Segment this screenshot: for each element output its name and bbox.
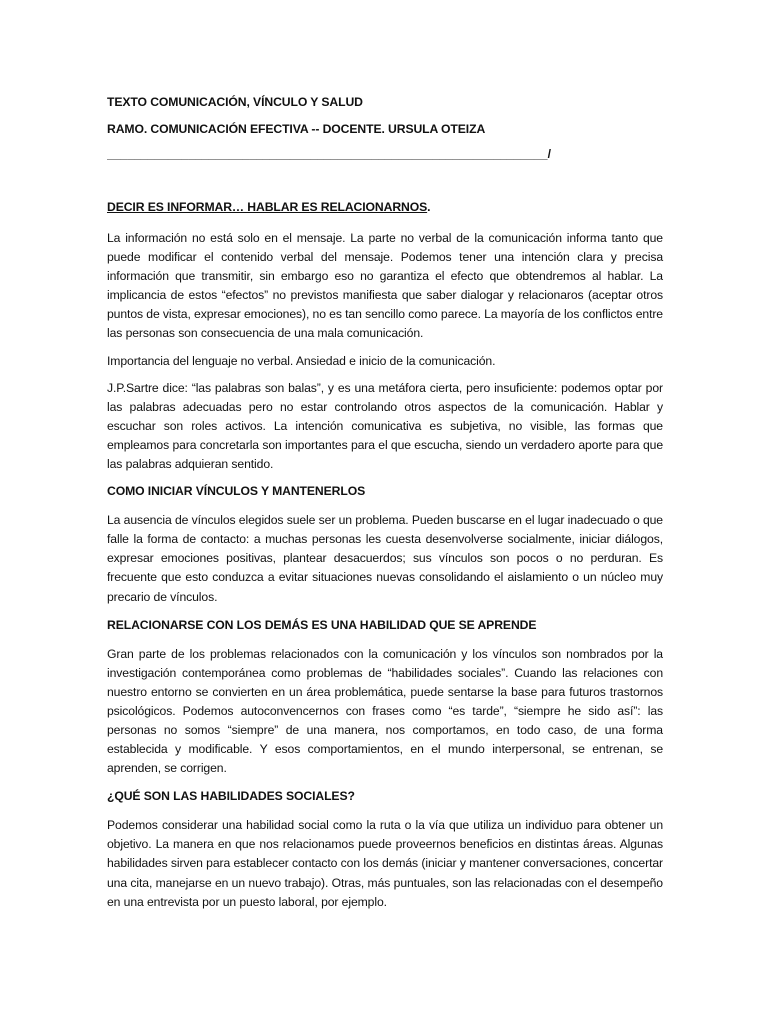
separator-rule: _________________________________________________________________/ <box>107 147 551 161</box>
paragraph-informacion: La información no está solo en el mensaje. La parte no verbal de la comunicación informa tanto que puede modificar el contenido verbal del mensaje. Podemos tener una intención clara y precisa información que transmitir, sin embargo eso no garantiza el efecto que obtendremos al hablar. La implicancia de estos “efectos” no previstos manifiesta que saber dialogar y relacionaros (aceptar otros puntos de vista, expresar emociones), no es tan sencillo como parece. La mayoría de los conflictos entre las personas son consecuencia de una mala comunicación. <box>107 231 663 341</box>
document-title: TEXTO COMUNICACIÓN, VÍNCULO Y SALUD <box>107 95 363 109</box>
paragraph-ausencia: La ausencia de vínculos elegidos suele ser un problema. Pueden buscarse en el lugar inadecuado o que falle la forma de contacto: a muchas personas les cuesta desenvolverse socialmente, iniciar diálogos, expresar emociones positivas, plantear desacuerdos; sus vínculos son pocos o no perduran. Es frecuente que esto conduzca a evitar situaciones nuevas consolidando el aislamiento o un núcleo muy precario de vínculos. <box>107 513 663 604</box>
section-heading-que-son: ¿QUÉ SON LAS HABILIDADES SOCIALES? <box>107 789 355 804</box>
paragraph-sartre: J.P.Sartre dice: “las palabras son balas”, y es una metáfora cierta, pero insuficiente: podemos optar por las palabras adecuadas pero no estar controlando otros aspectos de la comunicación. Hablar y escuchar son roles activos. La intención comunicativa es subjetiva, no visible, las formas que empleamos para concretarla son importantes para el que escucha, siendo un verdadero aporte para que las palabras adquieran sentido. <box>107 380 663 472</box>
section-heading-decir-text: DECIR ES INFORMAR… HABLAR ES RELACIONARNOS <box>107 200 428 214</box>
section-heading-decir-period: . <box>427 200 431 214</box>
paragraph-importancia: Importancia del lenguaje no verbal. Ansiedad e inicio de la comunicación. <box>107 353 496 368</box>
paragraph-gran-parte: Gran parte de los problemas relacionados con la comunicación y los vínculos son nombrados por la investigación contemporánea como problemas de “habilidades sociales”. Cuando las relaciones con nuestro entorno se convierten en un área problemática, puede sentarse la base para futuros trastornos psicológicos. Podemos autoconvencernos con frases como “es tarde”, “siempre he sido así”: las personas no somos “siempre” de una manera, nos comportamos, en todo caso, de una forma establecida y modificable. Y esos comportamientos, en el mundo interpersonal, se entrenan, se aprenden, se corrigen. <box>107 646 663 776</box>
paragraph-podemos: Podemos considerar una habilidad social como la ruta o la vía que utiliza un individuo para obtener un objetivo. La manera en que nos relacionamos puede proveernos beneficios en distintas áreas. Algunas habilidades sirven para establecer contacto con los demás (iniciar y mantener conversaciones, concertar una cita, manejarse en un nuevo trabajo). Otras, más puntuales, son las relacionadas con el desempeño en una entrevista por un puesto laboral, por ejemplo. <box>107 818 663 909</box>
section-heading-habilidad: RELACIONARSE CON LOS DEMÁS ES UNA HABILIDAD QUE SE APRENDE <box>107 617 537 632</box>
section-heading-vinculos: COMO INICIAR VÍNCULOS Y MANTENERLOS <box>107 484 366 499</box>
course-line: RAMO. COMUNICACIÓN EFECTIVA -- DOCENTE. URSULA OTEIZA <box>107 122 486 136</box>
section-heading-decir <box>107 198 663 217</box>
